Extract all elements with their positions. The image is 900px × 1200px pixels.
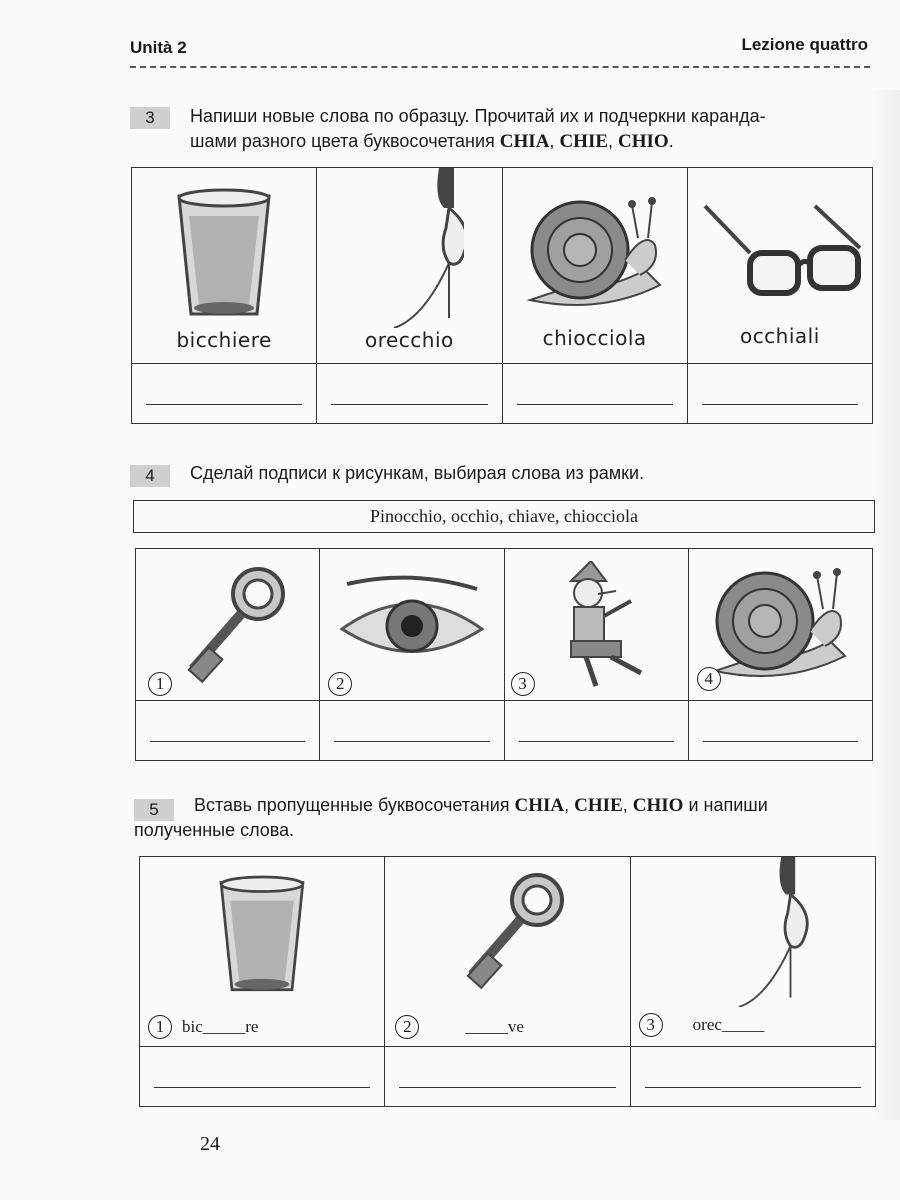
item-number-2: 2 xyxy=(395,1015,419,1039)
ex4-cell-3 xyxy=(504,549,688,701)
ex4-answer-1[interactable] xyxy=(136,701,320,761)
ex3-cell-2 xyxy=(317,168,502,364)
exercise-5-text-line2: полученные слова. xyxy=(134,820,295,840)
answer-line xyxy=(517,404,673,405)
ex4-answer-2[interactable] xyxy=(320,701,504,761)
word-to-complete-1[interactable]: bic_____re xyxy=(182,1017,259,1036)
answer-line xyxy=(645,1087,861,1088)
caption-chiocciola: chiocciola xyxy=(542,326,647,350)
picture-number-3: 3 xyxy=(511,672,535,696)
lesson-title: Lezione quattro xyxy=(741,35,868,54)
word-chiave: chiave xyxy=(508,506,555,526)
exercise-5-text-line1: Вставь пропущенные буквосочетания xyxy=(194,795,515,815)
caption-occhiali: occhiali xyxy=(739,324,820,348)
exercise-4-instruction: Сделай подписи к рисункам, выбирая слова из рамки. xyxy=(190,463,645,483)
picture-number-1: 1 xyxy=(148,672,172,696)
glass-icon xyxy=(132,168,316,326)
ex5-answer-3[interactable] xyxy=(630,1047,875,1107)
exercise-5-number: 5 xyxy=(134,799,174,821)
answer-line xyxy=(703,741,858,742)
exercise-4-number: 4 xyxy=(130,465,170,487)
word-pinocchio: Pinocchio xyxy=(370,506,443,526)
caption-orecchio: orecchio xyxy=(364,328,454,352)
eye-icon xyxy=(320,549,503,674)
ex5-cell-1 xyxy=(140,857,385,1047)
combo-chie: CHIE xyxy=(574,795,623,816)
ex3-cell-4 xyxy=(687,168,872,364)
item-number-1: 1 xyxy=(148,1015,172,1039)
combo-chia: CHIA xyxy=(499,131,550,152)
key-icon xyxy=(385,857,629,1005)
picture-number-4: 4 xyxy=(697,667,721,691)
ex5-cell-2 xyxy=(385,857,630,1047)
ex3-cell-3 xyxy=(502,168,687,364)
ex4-answer-3[interactable] xyxy=(504,701,688,761)
combo-chie: CHIE xyxy=(559,131,609,152)
answer-line xyxy=(519,741,674,742)
caption-bicchiere: bicchiere xyxy=(176,328,272,352)
ex4-cell-2 xyxy=(320,549,504,701)
ex4-cell-1 xyxy=(136,549,320,701)
answer-line xyxy=(334,741,489,742)
answer-line xyxy=(702,404,858,405)
pinocchio-icon xyxy=(505,549,688,691)
word-to-complete-2[interactable]: _____ve xyxy=(465,1017,524,1036)
ex3-cell-1 xyxy=(132,168,317,364)
glass-icon xyxy=(140,857,384,1002)
ex3-answer-3[interactable] xyxy=(502,364,687,424)
ex5-answer-2[interactable] xyxy=(385,1047,630,1107)
combo-chia: CHIA xyxy=(514,795,565,816)
snail-icon xyxy=(503,168,687,320)
exercise-4-table xyxy=(135,548,873,761)
exercise-5-instruction-line1: Вставь пропущенные буквосочетания CHIA, CHIE, CHIO и напиши xyxy=(194,795,768,816)
word-occhio: occhio xyxy=(451,506,500,526)
glasses-icon xyxy=(688,168,872,318)
ex3-answer-2[interactable] xyxy=(317,364,502,424)
exercise-3-text-line2: шами разного цвета буквосочетания xyxy=(190,131,500,151)
exercise-3-instruction: Напиши новые слова по образцу. Прочитай их и подчеркни каранда- шами разного цвета буквосочетания CHIA, CHIE, CHIO. xyxy=(190,106,766,152)
answer-line xyxy=(399,1087,615,1088)
header-divider xyxy=(130,66,870,68)
ear-icon xyxy=(631,857,875,1007)
exercise-3-number: 3 xyxy=(130,107,170,129)
exercise-5-table xyxy=(139,856,876,1107)
ex4-cell-4 xyxy=(688,549,872,701)
exercise-3-table xyxy=(131,167,873,424)
ex5-cell-3 xyxy=(630,857,875,1047)
item-number-3: 3 xyxy=(639,1013,663,1037)
combo-chio: CHIO xyxy=(618,131,669,152)
picture-number-2: 2 xyxy=(328,672,352,696)
combo-chio: CHIO xyxy=(632,795,684,816)
answer-line xyxy=(154,1087,370,1088)
word-chiocciola: chiocciola xyxy=(563,506,638,526)
ex3-answer-4[interactable] xyxy=(687,364,872,424)
ex5-answer-1[interactable] xyxy=(140,1047,385,1107)
ex4-answer-4[interactable] xyxy=(688,701,872,761)
word-bank: Pinocchio, occhio, chiave, chiocciola xyxy=(133,500,875,533)
answer-line xyxy=(150,741,305,742)
ear-icon xyxy=(317,168,501,328)
page-number: 24 xyxy=(200,1133,220,1155)
ex3-answer-1[interactable] xyxy=(132,364,317,424)
unit-title: Unità 2 xyxy=(130,38,187,57)
exercise-3-text-line1: Напиши новые слова по образцу. Прочитай их и подчеркни каранда- xyxy=(190,106,766,126)
answer-line xyxy=(331,404,487,405)
answer-line xyxy=(146,404,302,405)
exercise-5-text-line1-end: и напиши xyxy=(683,795,768,815)
word-to-complete-3[interactable]: orec_____ xyxy=(692,1015,765,1034)
